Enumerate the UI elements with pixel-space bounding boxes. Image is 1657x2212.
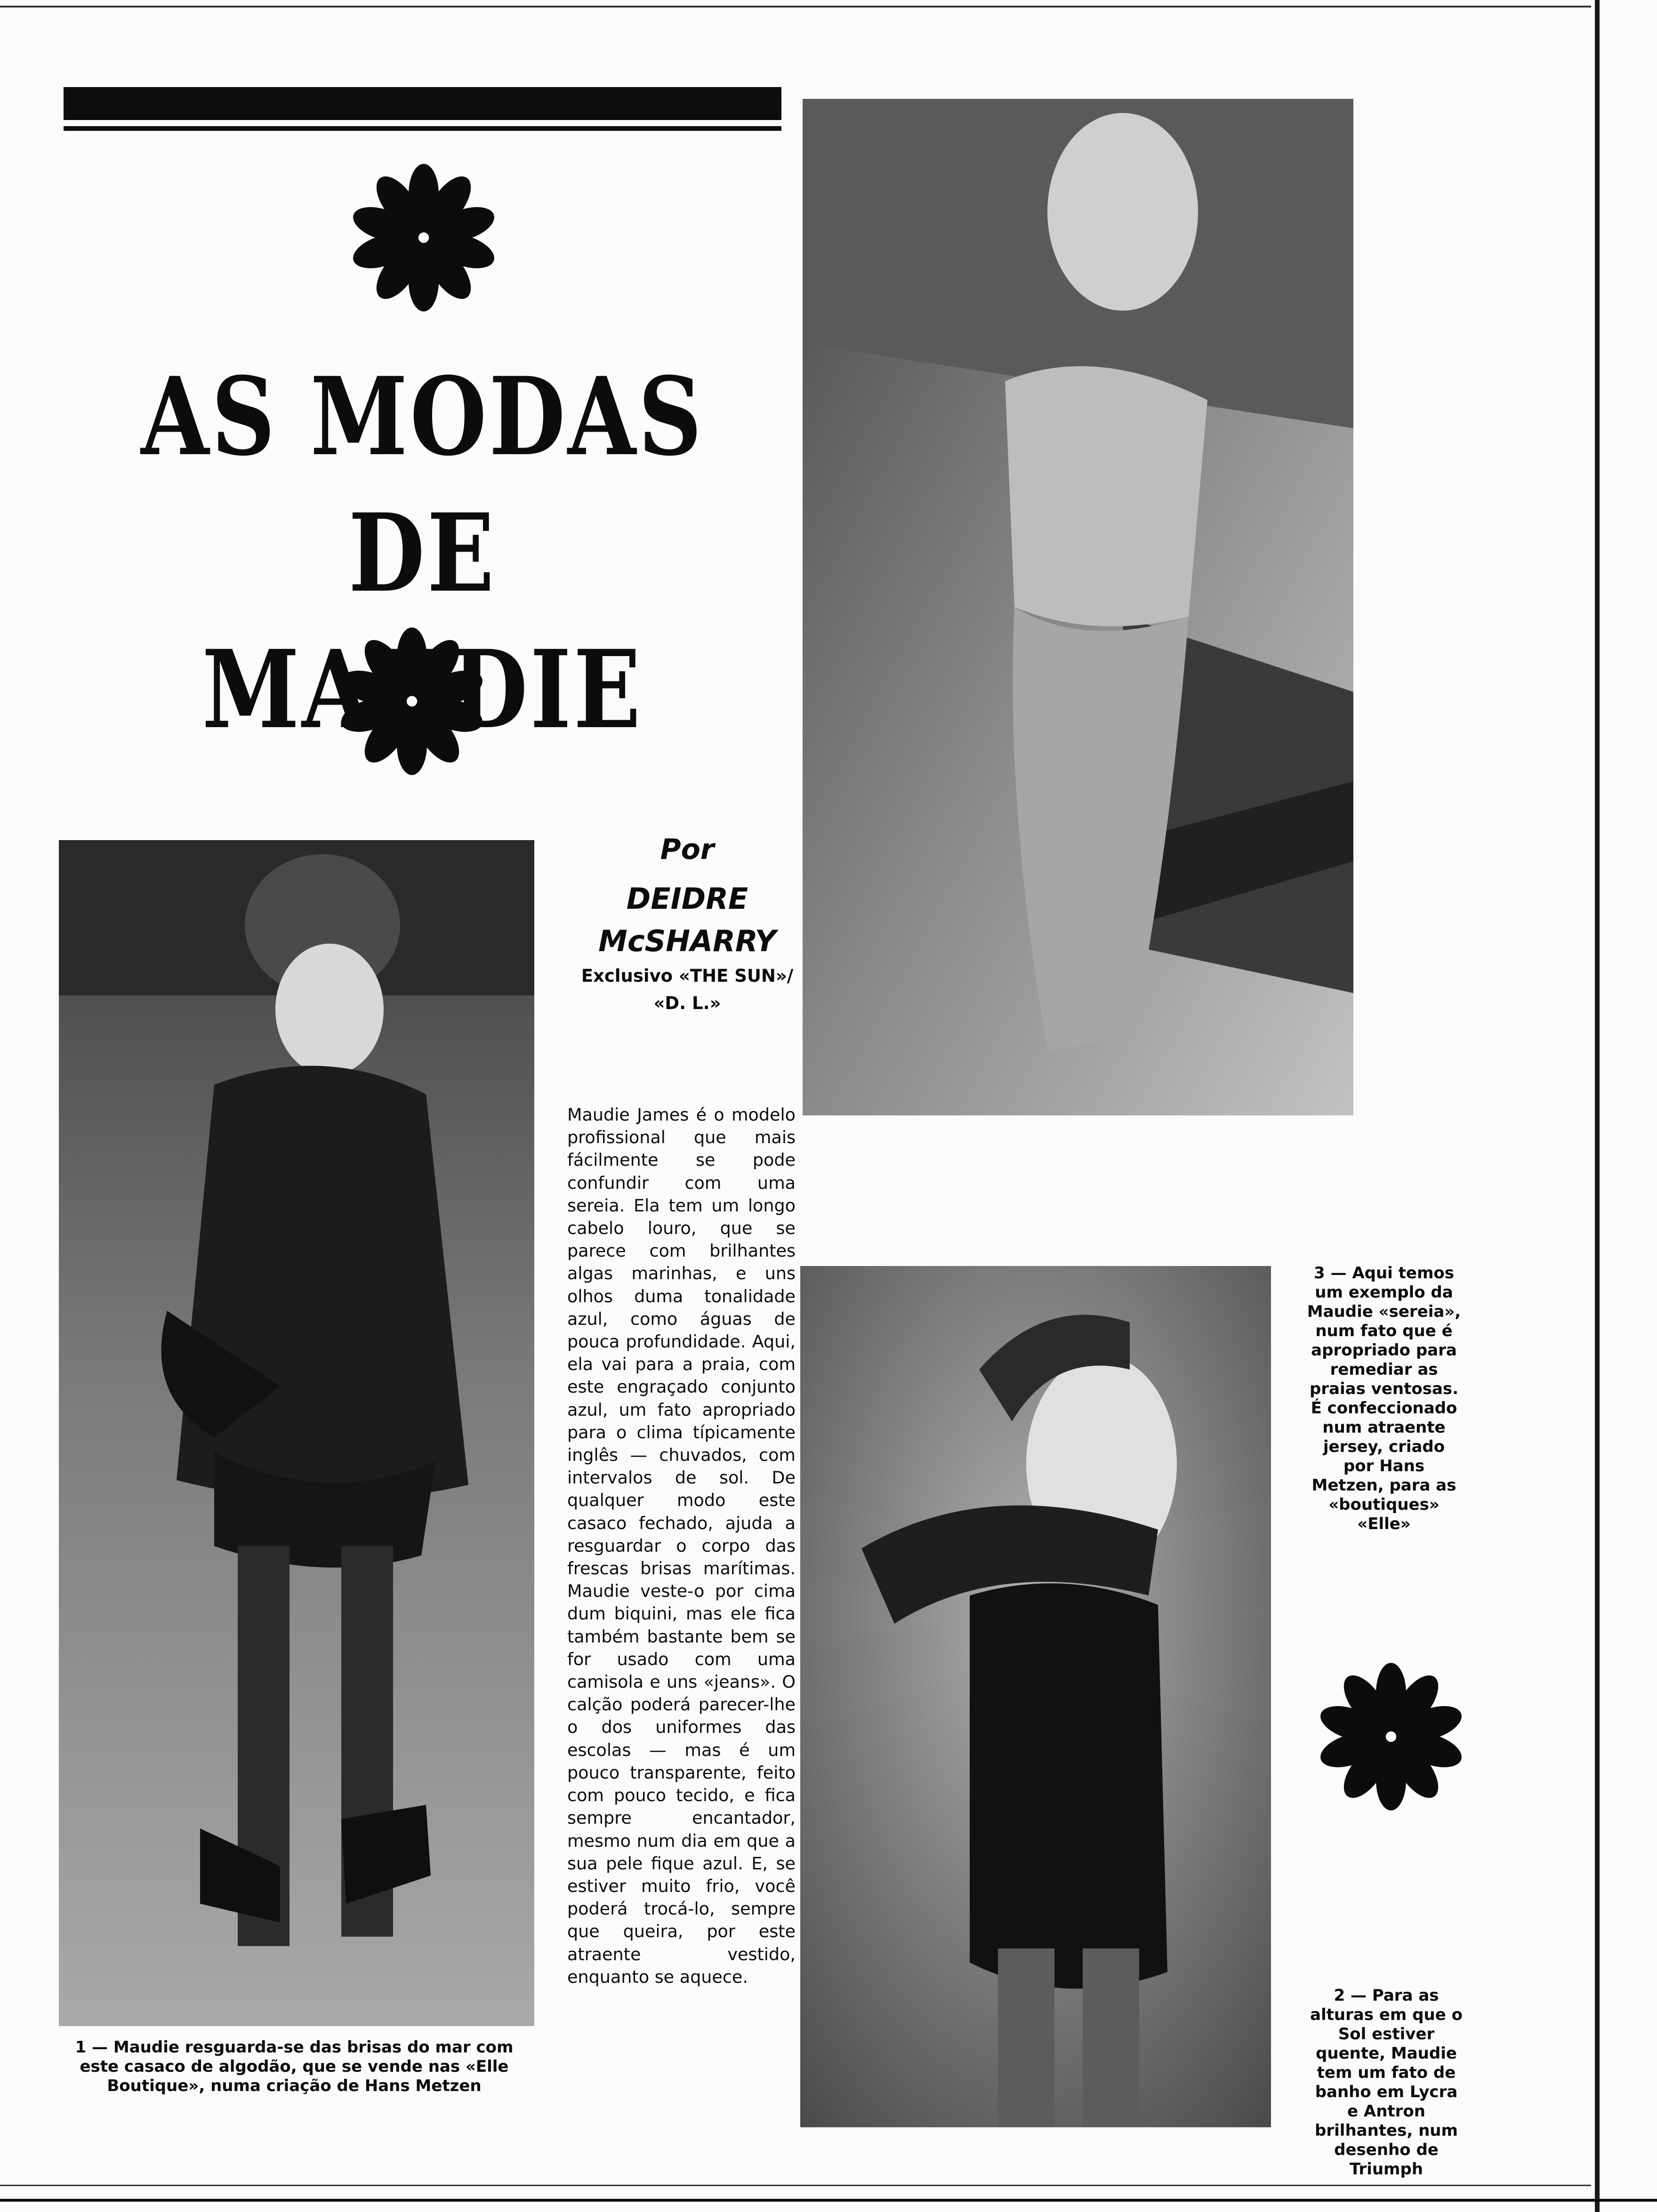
flower-ornament-icon xyxy=(348,162,499,313)
byline-author xyxy=(555,878,819,962)
photo-1-coat xyxy=(59,840,534,2026)
headline-line-2: DE MAUDIE xyxy=(202,490,643,753)
header-bar xyxy=(64,87,781,120)
exclusive-credit xyxy=(555,962,819,1017)
header-thin-rule xyxy=(64,126,781,131)
article-paragraph: Maudie James é o modelo profissional que mais fácilmente se pode confundir com uma sereia. Ela tem um longo cabelo louro, que se parece com brilhantes algas marinhas, e uns olhos duma tonalidade azul, como águas de pouca profundidade. Aqui, ela vai para a praia, com este engraçado conjunto azul, um fato apropriado para o clima típicamente inglês — chuvados, com intervalos de sol. De qualquer modo este casaco fechado, ajuda a resguardar o corpo das frescas brisas marítimas. Maudie veste-o por cima dum biquini, mas ele fica também bastante bem se for usado com uma camisola e uns «jeans». O calção poderá parecer-lhe o dos uniformes das escolas — mas é um pouco transparente, feito com pouco tecido, e fica sempre encantador, mesmo num dia em que a sua pele fique azul. E, se estiver muito frio, você poderá trocá-lo, sempre que queira, por este atraente vestido, enquanto se aquece. xyxy=(567,1105,796,1987)
photo-1-image xyxy=(59,840,534,2026)
headline-line-1: AS MODAS xyxy=(141,353,704,480)
byline-author-line-2: McSHARRY xyxy=(598,924,776,958)
top-edge-rule xyxy=(0,6,1591,8)
caption-photo-3: 3 — Aqui temos um exemplo da Maudie «sereia», num fato que é apropriado para remediar as praias ventosas. É confeccionado num atraente jersey, criado por Hans Metzen, para as «boutiques» «Elle» xyxy=(1307,1264,1461,1533)
caption-photo-1: 1 — Maudie resguarda-se das brisas do mar com este casaco de algodão, que se vende nas «Elle Boutique», numa criação de Hans Metzen xyxy=(75,2038,514,2095)
right-edge-rule xyxy=(1595,0,1600,2212)
caption-photo-2: 2 — Para as alturas em que o Sol estiver quente, Maudie tem um fato de banho em Lycra e Antron brilhantes, num desenho de Triumph xyxy=(1310,1986,1463,2179)
byline-author-line-1: DEIDRE xyxy=(626,882,748,916)
photo-2-swimsuit xyxy=(800,1266,1271,2127)
byline-por: Por xyxy=(660,833,715,866)
photo-3-mermaid-dress xyxy=(803,99,1353,1115)
headline xyxy=(128,348,717,758)
exclusive-line-1: Exclusivo «THE SUN»/ xyxy=(581,966,794,986)
photo-3-image xyxy=(803,99,1353,1115)
photo-2-image xyxy=(800,1266,1271,2127)
exclusive-line-2: «D. L.» xyxy=(653,993,721,1013)
flower-ornament-icon xyxy=(1316,1661,1466,1812)
article-body xyxy=(567,1104,796,1988)
bottom-thin-rule xyxy=(0,2185,1591,2186)
bottom-rule xyxy=(0,2199,1657,2202)
